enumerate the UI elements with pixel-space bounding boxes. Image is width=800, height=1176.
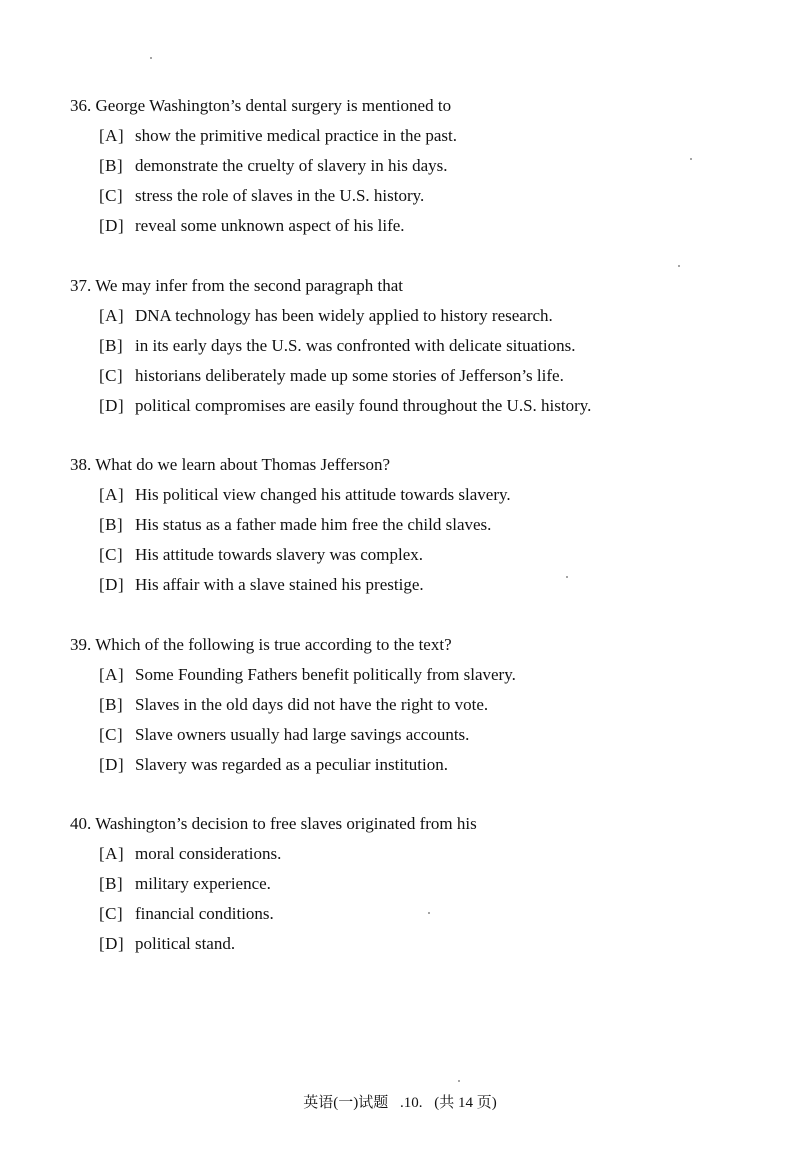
question-text: George Washington’s dental surgery is mentioned to <box>95 96 452 115</box>
option-letter: [C] <box>99 186 124 205</box>
option-d <box>99 575 750 605</box>
option-b <box>99 336 750 366</box>
option-text: financial conditions. <box>135 904 274 923</box>
option-letter: [D] <box>99 216 125 235</box>
option-a <box>99 485 750 515</box>
question-37 <box>70 276 750 426</box>
option-letter: [A] <box>99 485 125 504</box>
option-c <box>99 186 750 216</box>
option-text: show the primitive medical practice in the past. <box>135 126 457 145</box>
question-stem <box>70 96 750 126</box>
question-text: Which of the following is true according to the text? <box>95 635 452 654</box>
question-stem <box>70 814 750 844</box>
option-text: reveal some unknown aspect of his life. <box>135 216 405 235</box>
option-text: His attitude towards slavery was complex. <box>135 545 423 564</box>
option-text: His affair with a slave stained his prestige. <box>135 575 424 594</box>
question-stem <box>70 455 750 485</box>
option-text: His political view changed his attitude towards slavery. <box>135 485 511 504</box>
option-c <box>99 725 750 755</box>
scan-speck <box>678 265 680 267</box>
option-letter: [C] <box>99 904 124 923</box>
option-text: political compromises are easily found throughout the U.S. history. <box>135 396 592 415</box>
option-letter: [A] <box>99 844 125 863</box>
footer-total-pages: (共 14 页) <box>434 1095 497 1111</box>
question-38 <box>70 455 750 605</box>
footer-title: 英语(一)试题 <box>303 1095 389 1111</box>
question-number: 38. <box>70 455 92 474</box>
question-text: Washington’s decision to free slaves originated from his <box>95 814 477 833</box>
option-b <box>99 156 750 186</box>
option-letter: [B] <box>99 874 124 893</box>
option-text: in its early days the U.S. was confronted with delicate situations. <box>135 336 576 355</box>
option-d <box>99 216 750 246</box>
option-letter: [B] <box>99 336 124 355</box>
option-text: Slavery was regarded as a peculiar institution. <box>135 755 448 774</box>
option-letter: [C] <box>99 366 124 385</box>
option-text: DNA technology has been widely applied to history research. <box>135 306 553 325</box>
option-letter: [D] <box>99 575 125 594</box>
option-letter: [D] <box>99 934 125 953</box>
scan-speck <box>428 912 430 914</box>
scan-speck <box>458 1080 460 1082</box>
question-39 <box>70 635 750 785</box>
scan-speck <box>150 57 152 59</box>
option-d <box>99 934 750 964</box>
option-text: stress the role of slaves in the U.S. history. <box>135 186 425 205</box>
option-a <box>99 665 750 695</box>
option-text: demonstrate the cruelty of slavery in his days. <box>135 156 448 175</box>
option-text: political stand. <box>135 934 236 953</box>
option-text: Slaves in the old days did not have the right to vote. <box>135 695 489 714</box>
question-number: 36. <box>70 96 92 115</box>
question-text: What do we learn about Thomas Jefferson? <box>95 455 391 474</box>
option-d <box>99 755 750 785</box>
option-b <box>99 874 750 904</box>
option-a <box>99 844 750 874</box>
option-letter: [B] <box>99 515 124 534</box>
option-letter: [A] <box>99 665 125 684</box>
question-stem <box>70 635 750 665</box>
option-c <box>99 904 750 934</box>
option-text: military experience. <box>135 874 271 893</box>
option-letter: [D] <box>99 396 125 415</box>
option-letter: [A] <box>99 306 125 325</box>
option-letter: [C] <box>99 545 124 564</box>
option-letter: [C] <box>99 725 124 744</box>
question-number: 37. <box>70 276 92 295</box>
scan-speck <box>690 158 692 160</box>
option-letter: [A] <box>99 126 125 145</box>
option-text: Some Founding Fathers benefit politically from slavery. <box>135 665 516 684</box>
option-letter: [D] <box>99 755 125 774</box>
question-36 <box>70 96 750 246</box>
option-text: moral considerations. <box>135 844 282 863</box>
footer-page-number: .10. <box>400 1095 423 1111</box>
option-d <box>99 396 750 426</box>
question-text: We may infer from the second paragraph that <box>95 276 404 295</box>
option-letter: [B] <box>99 695 124 714</box>
option-letter: [B] <box>99 156 124 175</box>
page-footer <box>0 1091 800 1112</box>
question-number: 40. <box>70 814 92 833</box>
option-a <box>99 306 750 336</box>
question-number: 39. <box>70 635 92 654</box>
option-a <box>99 126 750 156</box>
question-stem <box>70 276 750 306</box>
option-b <box>99 695 750 725</box>
option-c <box>99 366 750 396</box>
option-text: His status as a father made him free the child slaves. <box>135 515 492 534</box>
option-c <box>99 545 750 575</box>
question-40 <box>70 814 750 964</box>
option-text: Slave owners usually had large savings accounts. <box>135 725 470 744</box>
option-b <box>99 515 750 545</box>
scan-speck <box>566 576 568 578</box>
option-text: historians deliberately made up some stories of Jefferson’s life. <box>135 366 564 385</box>
